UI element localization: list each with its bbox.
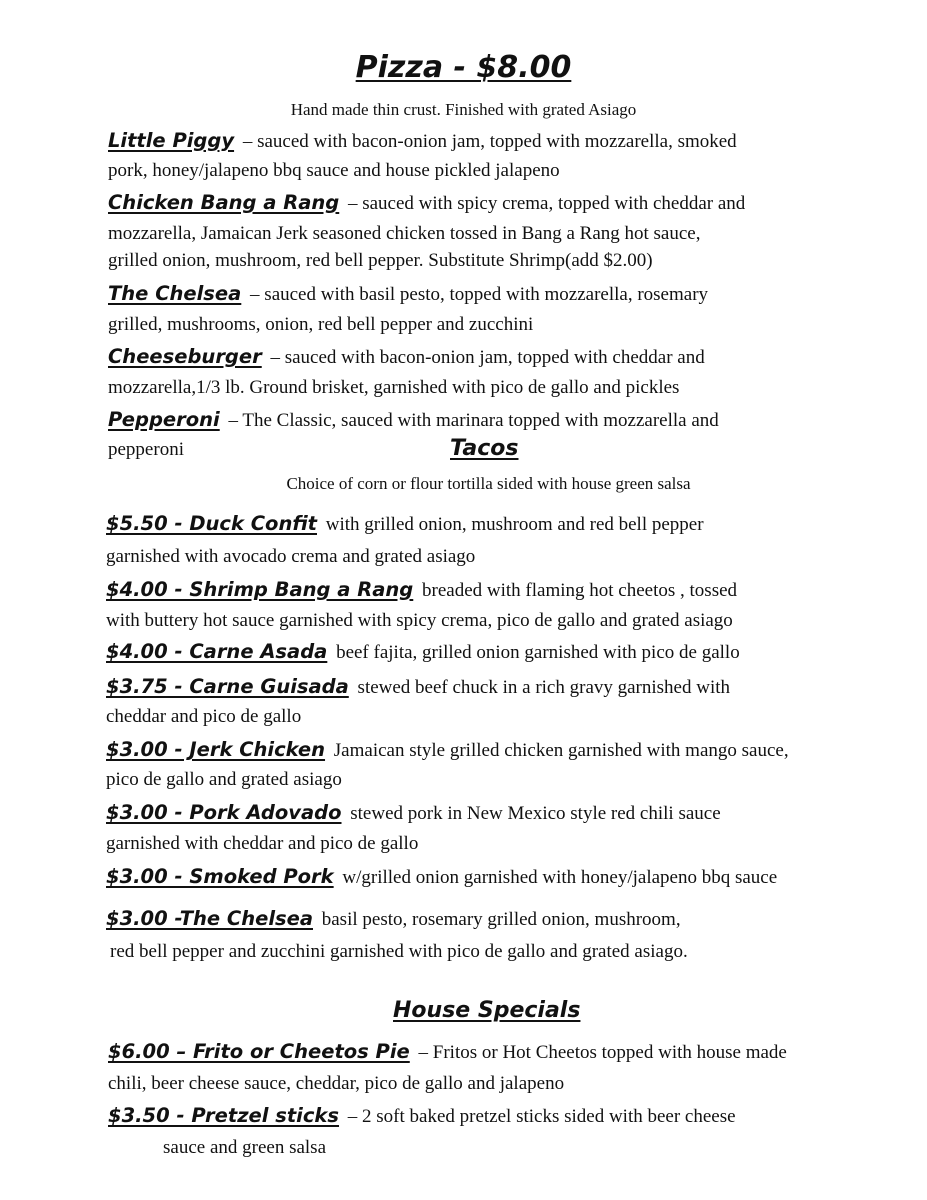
item-name: $4.00 - Shrimp Bang a Rang <box>106 578 414 601</box>
item-name: $6.00 – Frito or Cheetos Pie <box>108 1040 410 1063</box>
item-name: $3.00 - Jerk Chicken <box>106 738 326 761</box>
menu-item <box>108 282 708 306</box>
menu-item <box>108 1104 736 1128</box>
item-name: $5.50 - Duck Confit <box>106 512 317 535</box>
item-desc: with buttery hot sauce garnished with spicy crema, pico de gallo and grated asiago <box>106 610 733 631</box>
item-desc: chili, beer cheese sauce, cheddar, pico de gallo and jalapeno <box>108 1073 565 1094</box>
item-name: $3.75 - Carne Guisada <box>106 675 349 698</box>
item-desc: breaded with flaming hot cheetos , tossed <box>417 580 738 601</box>
menu-item <box>106 865 777 889</box>
menu-item <box>106 801 721 825</box>
tacos-subtitle: Choice of corn or flour tortilla sided with house green salsa <box>286 474 691 493</box>
item-name: Little Piggy <box>108 129 235 152</box>
menu-item <box>108 345 705 369</box>
item-desc: – Fritos or Hot Cheetos topped with house made <box>413 1042 787 1063</box>
item-desc: garnished with avocado crema and grated asiago <box>106 546 476 567</box>
item-desc: – sauced with bacon-onion jam, topped with mozzarella, smoked <box>238 131 737 152</box>
menu-item <box>106 640 740 664</box>
item-name: $3.50 - Pretzel sticks <box>108 1104 340 1127</box>
item-desc: cheddar and pico de gallo <box>106 706 302 727</box>
item-desc: pork, honey/jalapeno bbq sauce and house pickled jalapeno <box>108 160 560 181</box>
specials-title: House Specials <box>393 998 581 1023</box>
item-desc: beef fajita, grilled onion garnished with pico de gallo <box>331 642 740 663</box>
item-name: The Chelsea <box>108 282 242 305</box>
pizza-subtitle: Hand made thin crust. Finished with grated Asiago <box>290 100 637 119</box>
item-desc: grilled onion, mushroom, red bell pepper. Substitute Shrimp(add $2.00) <box>108 250 653 271</box>
item-desc: – The Classic, sauced with marinara topped with mozzarella and <box>223 410 719 431</box>
item-desc: – 2 soft baked pretzel sticks sided with beer cheese <box>343 1106 736 1127</box>
item-desc: pepperoni <box>108 439 184 460</box>
item-desc: with grilled onion, mushroom and red bell pepper <box>321 514 704 535</box>
item-desc: – sauced with basil pesto, topped with mozzarella, rosemary <box>245 284 709 305</box>
menu-item <box>106 675 730 699</box>
item-desc: red bell pepper and zucchini garnished with pico de gallo and grated asiago. <box>110 941 688 962</box>
item-desc: pico de gallo and grated asiago <box>106 769 342 790</box>
item-desc: mozzarella, Jamaican Jerk seasoned chicken tossed in Bang a Rang hot sauce, <box>108 223 701 244</box>
item-name: Pepperoni <box>108 408 220 431</box>
item-desc: sauce and green salsa <box>163 1137 327 1158</box>
item-name: $4.00 - Carne Asada <box>106 640 328 663</box>
item-desc: – sauced with bacon-onion jam, topped with cheddar and <box>265 347 705 368</box>
item-desc: stewed pork in New Mexico style red chili sauce <box>345 803 721 824</box>
menu-item <box>108 191 745 215</box>
menu-item <box>106 578 737 602</box>
menu-item <box>108 1040 787 1064</box>
item-desc: garnished with cheddar and pico de gallo <box>106 833 419 854</box>
item-desc: Jamaican style grilled chicken garnished with mango sauce, <box>329 740 789 761</box>
pizza-title: Pizza - $8.00 <box>355 50 572 85</box>
item-desc: – sauced with spicy crema, topped with cheddar and <box>343 193 746 214</box>
item-desc: w/grilled onion garnished with honey/jalapeno bbq sauce <box>337 867 778 888</box>
item-name: Cheeseburger <box>108 345 262 368</box>
item-desc: mozzarella,1/3 lb. Ground brisket, garnished with pico de gallo and pickles <box>108 377 680 398</box>
tacos-title: Tacos <box>450 436 519 461</box>
item-name: $3.00 - Pork Adovado <box>106 801 342 824</box>
menu-item <box>108 408 719 432</box>
item-desc: basil pesto, rosemary grilled onion, mushroom, <box>317 909 681 930</box>
item-name: $3.00 -The Chelsea <box>106 907 313 930</box>
menu-item <box>106 907 681 931</box>
menu-item <box>108 129 737 153</box>
menu-item <box>106 512 704 536</box>
item-desc: grilled, mushrooms, onion, red bell pepper and zucchini <box>108 314 534 335</box>
item-desc: stewed beef chuck in a rich gravy garnished with <box>352 677 731 698</box>
item-name: Chicken Bang a Rang <box>108 191 340 214</box>
item-name: $3.00 - Smoked Pork <box>106 865 334 888</box>
menu-item <box>106 738 789 762</box>
